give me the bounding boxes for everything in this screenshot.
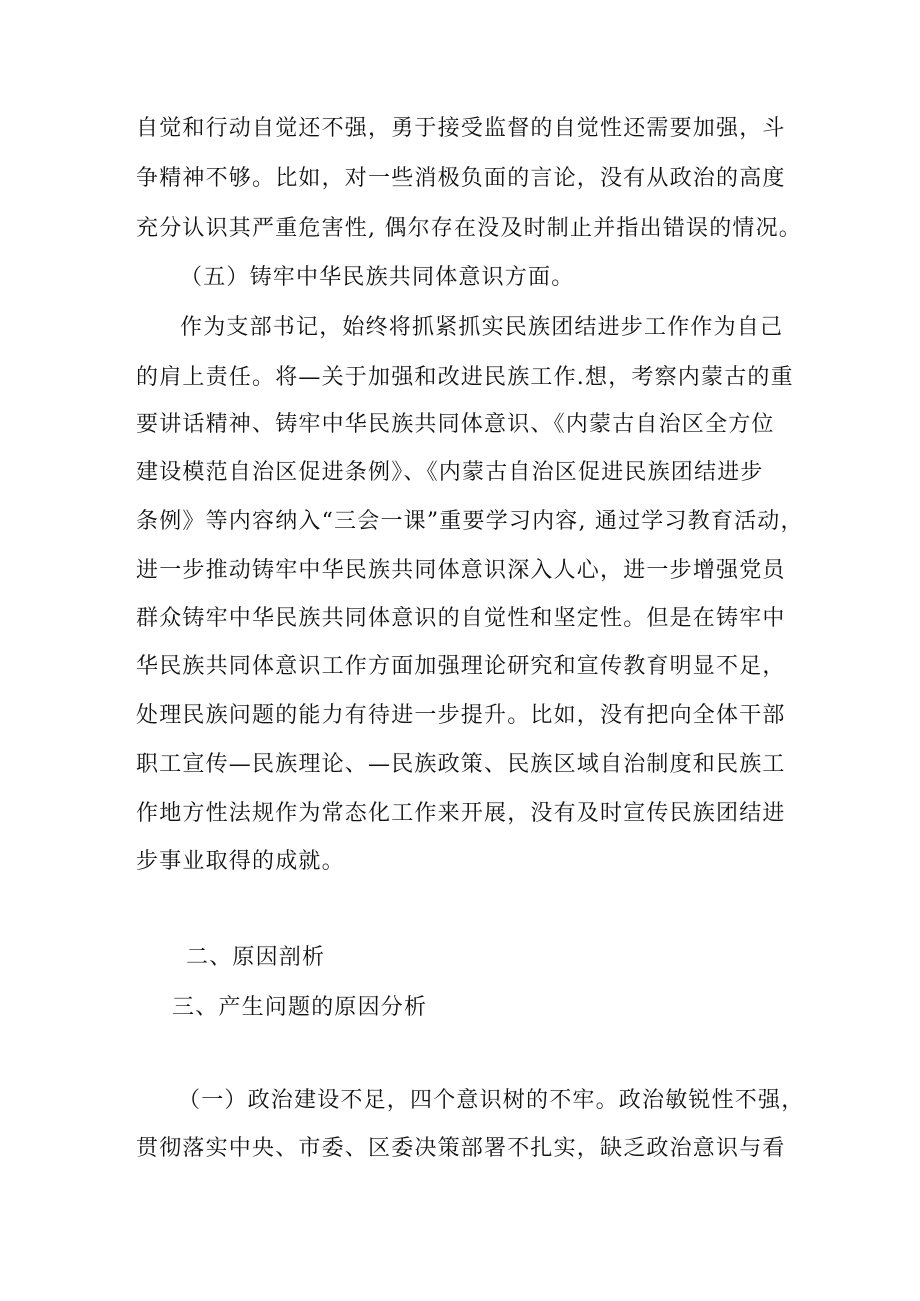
- paragraph-line: 职工宣传—民族理论、—民族政策、民族区域自治制度和民族工: [136, 752, 786, 777]
- paragraph-line: 处理民族问题的能力有待进一步提升。比如，没有把向全体干部: [136, 703, 786, 728]
- subheading-five: （五）铸牢中华民族共同体意识方面。: [180, 265, 575, 290]
- paragraph-line: 作地方性法规作为常态化工作来开展，没有及时宣传民族团结进: [136, 801, 786, 826]
- paragraph-line: 步事业取得的成就。: [136, 849, 345, 874]
- paragraph-line: （一）政治建设不足，四个意识树的不牢。政治敏锐性不强，: [178, 1088, 805, 1113]
- heading-two: 二、原因剖析: [186, 945, 326, 970]
- paragraph-line: 的肩上责任。将—关于加强和改进民族工作.想，考察内蒙古的重: [136, 365, 794, 390]
- paragraph-line: 争精神不够。比如，对一些消极负面的言论，没有从政治的高度: [136, 166, 786, 191]
- paragraph-line: 建设模范自治区促进条例》、《内蒙古自治区促进民族团结进步: [136, 460, 764, 485]
- paragraph-line: 贯彻落实中央、市委、区委决策部署不扎实，缺乏政治意识与看: [136, 1136, 786, 1161]
- paragraph-line: 华民族共同体意识工作方面加强理论研究和宣传教育明显不足，: [136, 654, 786, 679]
- heading-three: 三、产生问题的原因分析: [172, 995, 428, 1020]
- paragraph-line: 群众铸牢中华民族共同体意识的自觉性和坚定性。但是在铸牢中: [136, 606, 786, 631]
- paragraph-line: 要讲话精神、铸牢中华民族共同体意识、《内蒙古自治区全方位: [136, 412, 775, 437]
- paragraph-line: 充分认识其严重危害性, 偶尔存在没及时制止并指出错误的情况。: [136, 216, 802, 241]
- paragraph-line: 条例》等内容纳入“三会一课”重要学习内容, 通过学习教育活动，: [136, 509, 804, 534]
- paragraph-line: 进一步推动铸牢中华民族共同体意识深入人心，进一步增强党员: [136, 558, 786, 583]
- paragraph-line: 自觉和行动自觉还不强，勇于接受监督的自觉性还需要加强，斗: [136, 116, 786, 141]
- paragraph-line: 作为支部书记，始终将抓紧抓实民族团结进步工作作为自己: [180, 315, 784, 340]
